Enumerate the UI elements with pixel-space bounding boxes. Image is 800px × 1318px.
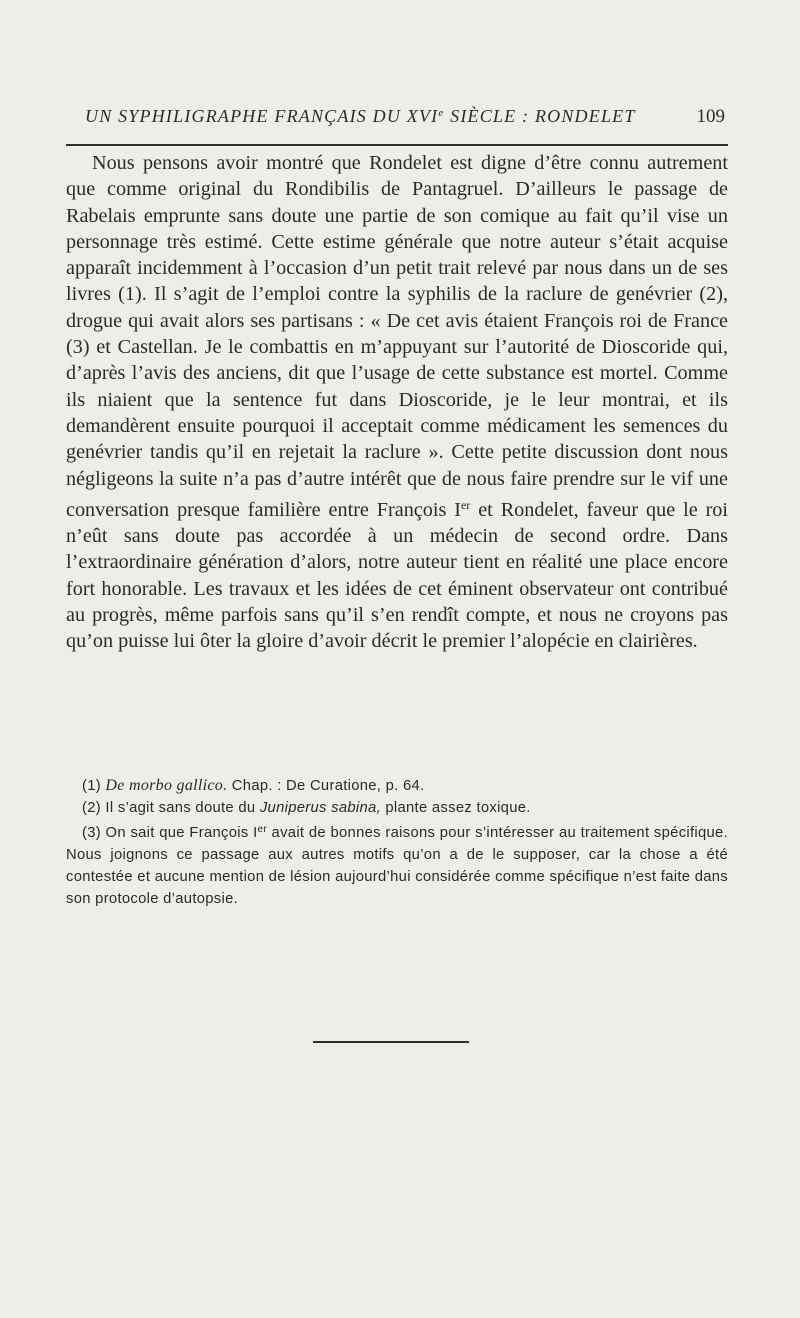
footnote-1 <box>66 775 728 797</box>
footnote-2-text: Il s’agit sans doute du <box>105 800 260 816</box>
running-header <box>85 100 725 132</box>
century-superscript: e <box>438 107 445 119</box>
footnote-2 <box>66 797 728 819</box>
footnote-1-text: Chap. : De Curatione, p. 64. <box>227 778 425 794</box>
footnote-1-marker: (1) <box>82 778 106 794</box>
body-superscript: er <box>460 497 471 512</box>
footnote-2-text-end: plante assez toxique. <box>380 800 531 816</box>
body-paragraph <box>66 150 728 655</box>
footnote-2-marker: (2) <box>82 800 106 816</box>
footnote-3-superscript: er <box>257 824 267 835</box>
footnote-3-text-end: avait de bonnes raisons pour s’intéresser au traitement spécifique. Nous joignons ce passage aux autres motifs qu’on a de le supposer, car la chose a été contestée et aucune mention de lésion aujourd’hui considérée comme spécifique n’est faite dans son protocole d’autopsie. <box>66 825 728 907</box>
running-title-text: UN SYPHILIGRAPHE FRANÇAIS DU XVI <box>85 106 439 126</box>
running-title <box>85 106 636 127</box>
page-number: 109 <box>696 106 725 127</box>
footnote-1-title: De morbo gallico. <box>105 777 228 794</box>
running-title-text-end: SIÈCLE : RONDELET <box>444 106 636 126</box>
footnote-2-species: Juniperus sabina, <box>259 800 381 816</box>
end-rule <box>313 1041 469 1043</box>
body-paragraph-text: Nous pensons avoir montré que Rondelet est digne d’être connu autrement que comme original du Rondibilis de Pantagruel. D’ailleurs le passage de Rabelais emprunte sans doute une partie de son comique au fait qu’il vise un personnage très estimé. Cette estime générale que notre auteur s’était acquise apparaît incidemment à l’occasion d’un petit trait relevé par nous dans un de ses livres (1). Il s’agit de l’emploi contre la syphilis de la raclure de genévrier (2), drogue qui avait alors ses partisans : « De cet avis étaient François roi de France (3) et Castellan. Je le combattis en m’appuyant sur l’autorité de Dioscoride qui, d’après l’avis des anciens, dit que l’usage de cette substance est mortel. Comme ils niaient que la sentence fut dans Dioscoride, je le leur montrai, et ils demandèrent ensuite pourquoi il acceptait comme médicament les semences du genévrier tandis qu’il en rejetait la raclure ». Cette petite discussion dont nous négligeons la suite n’a pas d’autre intérêt que de nous faire prendre sur le vif une conversation presque familière entre François I <box>66 152 728 521</box>
footnote-3-text: On sait que François I <box>105 825 258 841</box>
body-paragraph-text-end: et Rondelet, faveur que le roi n’eût sans doute pas accordée à un médecin de second ordre. Dans l’extraordinaire génération d’alors, notre auteur tient en réalité une place encore fort honorable. Les travaux et les idées de cet éminent observateur ont contribué au progrès, même parfois sans qu’il s’en rendît compte, et nous ne croyons pas qu’on puisse lui ôter la gloire d’avoir décrit le premier l’alopécie en clairières. <box>66 498 728 653</box>
header-rule <box>66 144 728 146</box>
footnote-3 <box>66 819 728 910</box>
footnote-3-marker: (3) <box>82 825 106 841</box>
footnotes <box>66 775 728 910</box>
